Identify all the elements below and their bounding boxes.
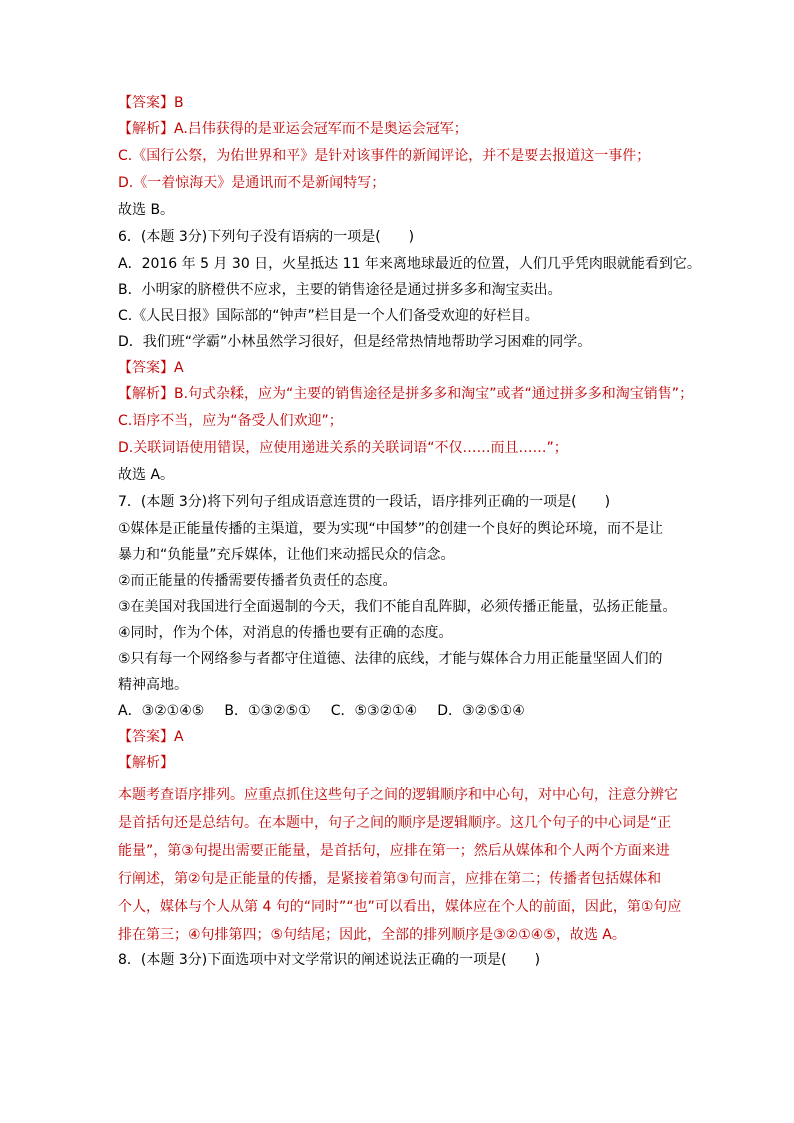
q6-answer-line [118, 359, 678, 385]
choice-c: C．⑤③②①④ [330, 703, 418, 719]
analysis-text: D.关联词语使用错误，应使用递进关系的关联词语“不仅……而且……”； [118, 440, 568, 456]
analysis-text: 能量”，第③句提出需要正能量，是首括句，应排在第一；然后从媒体和个人两个方面来进 [118, 843, 670, 859]
conclusion: 故选 B。 [118, 202, 175, 218]
sentence: ②而正能量的传播需要传播者负责任的态度。 [118, 573, 397, 589]
question-title: 7．(本题 3分)将下列句子组成语意连贯的一段话，语序排列正确的一项是( ) [118, 494, 611, 510]
analysis-tag: 【解析】 [118, 121, 174, 137]
q5-answer-line [118, 94, 678, 120]
answer-value: A [174, 729, 184, 745]
answer-tag: 【答案】 [118, 95, 174, 111]
analysis-text: 本题考查语序排列。应重点抓住这些句子之间的逻辑顺序和中心句，对中心句，注意分辨它 [118, 787, 678, 803]
analysis-text: 是首括句还是总结句。在本题中，句子之间的顺序是逻辑顺序。这几个句子的中心词是“正 [118, 815, 672, 831]
sentence: ③在美国对我国进行全面遏制的今天，我们不能自乱阵脚，必须传播正能量，弘扬正能量。 [118, 599, 677, 615]
analysis-text: A.吕伟获得的是亚运会冠军而不是奥运会冠军； [174, 121, 468, 137]
q6-analysis-line [118, 385, 694, 412]
choice-row [118, 702, 678, 728]
sentence: ④同时，作为个体，对消息的传播也要有正确的态度。 [118, 625, 453, 641]
analysis-text: 个人，媒体与个人从第 4 句的“同时”“也”可以看出，媒体应在个人的前面，因此，第①句应 [118, 899, 682, 915]
answer-tag: 【答案】 [118, 729, 174, 745]
answer-value: B [174, 95, 184, 111]
choice-d: D．③②⑤①④ [437, 703, 525, 719]
analysis-paragraph [118, 781, 682, 949]
option-a: A．2016 年 5 月 30 日，火星抵达 11 年来离地球最近的位置，人们几乎凭肉眼就能看到它。 [118, 256, 701, 272]
question-title: 6．(本题 3分)下列句子没有语病的一项是( ) [118, 229, 415, 245]
analysis-text: C.语序不当，应为“备受人们欢迎”； [118, 413, 343, 429]
analysis-text: C.《国行公祭，为佑世界和平》是针对该事件的新闻评论，并不是要去报道这一事件； [118, 148, 651, 164]
option-c: C.《人民日报》国际部的“钟声”栏目是一个人们备受欢迎的好栏目。 [118, 308, 539, 324]
q5-analysis-line [118, 120, 678, 147]
answer-value: A [174, 360, 184, 376]
sentence: ⑤只有每一个网络参与者都守住道德、法律的底线，才能与媒体合力用正能量坚固人们的 [118, 651, 663, 667]
question-title: 8．(本题 3分)下面选项中对文学常识的阐述说法正确的一项是( ) [118, 952, 541, 968]
document-page [118, 94, 701, 978]
analysis-tag: 【解析】 [118, 386, 174, 402]
sentence: 精神高地。 [118, 677, 188, 693]
analysis-text: 行阐述，第②句是正能量的传播，是紧接着第③句而言，应排在第二；传播者包括媒体和 [118, 871, 662, 887]
choice-b: B．①③②⑤① [224, 703, 311, 719]
option-d: D．我们班“学霸”小林虽然学习很好，但是经常热情地帮助学习困难的同学。 [118, 334, 592, 350]
sentence: ①媒体是正能量传播的主渠道，要为实现“中国梦”的创建一个良好的舆论环境，而不是让 [118, 521, 664, 537]
conclusion: 故选 A。 [118, 467, 175, 483]
q7-answer-line [118, 728, 678, 754]
analysis-text: D.《一着惊海天》是通讯而不是新闻特写； [118, 175, 386, 191]
analysis-text: B.句式杂糅，应为“主要的销售途径是拼多多和淘宝”或者“通过拼多多和淘宝销售”； [174, 386, 694, 402]
answer-tag: 【答案】 [118, 360, 174, 376]
analysis-text: 排在第三；④句排第四；⑤句结尾；因此，全部的排列顺序是③②①④⑤，故选 A。 [118, 927, 626, 943]
option-b: B．小明家的脐橙供不应求，主要的销售途径是通过拼多多和淘宝卖出。 [118, 282, 562, 298]
sentence: 暴力和“负能量”充斥媒体，让他们来动摇民众的信念。 [118, 547, 455, 563]
choice-a: A．③②①④⑤ [118, 703, 205, 719]
analysis-tag: 【解析】 [118, 755, 174, 771]
